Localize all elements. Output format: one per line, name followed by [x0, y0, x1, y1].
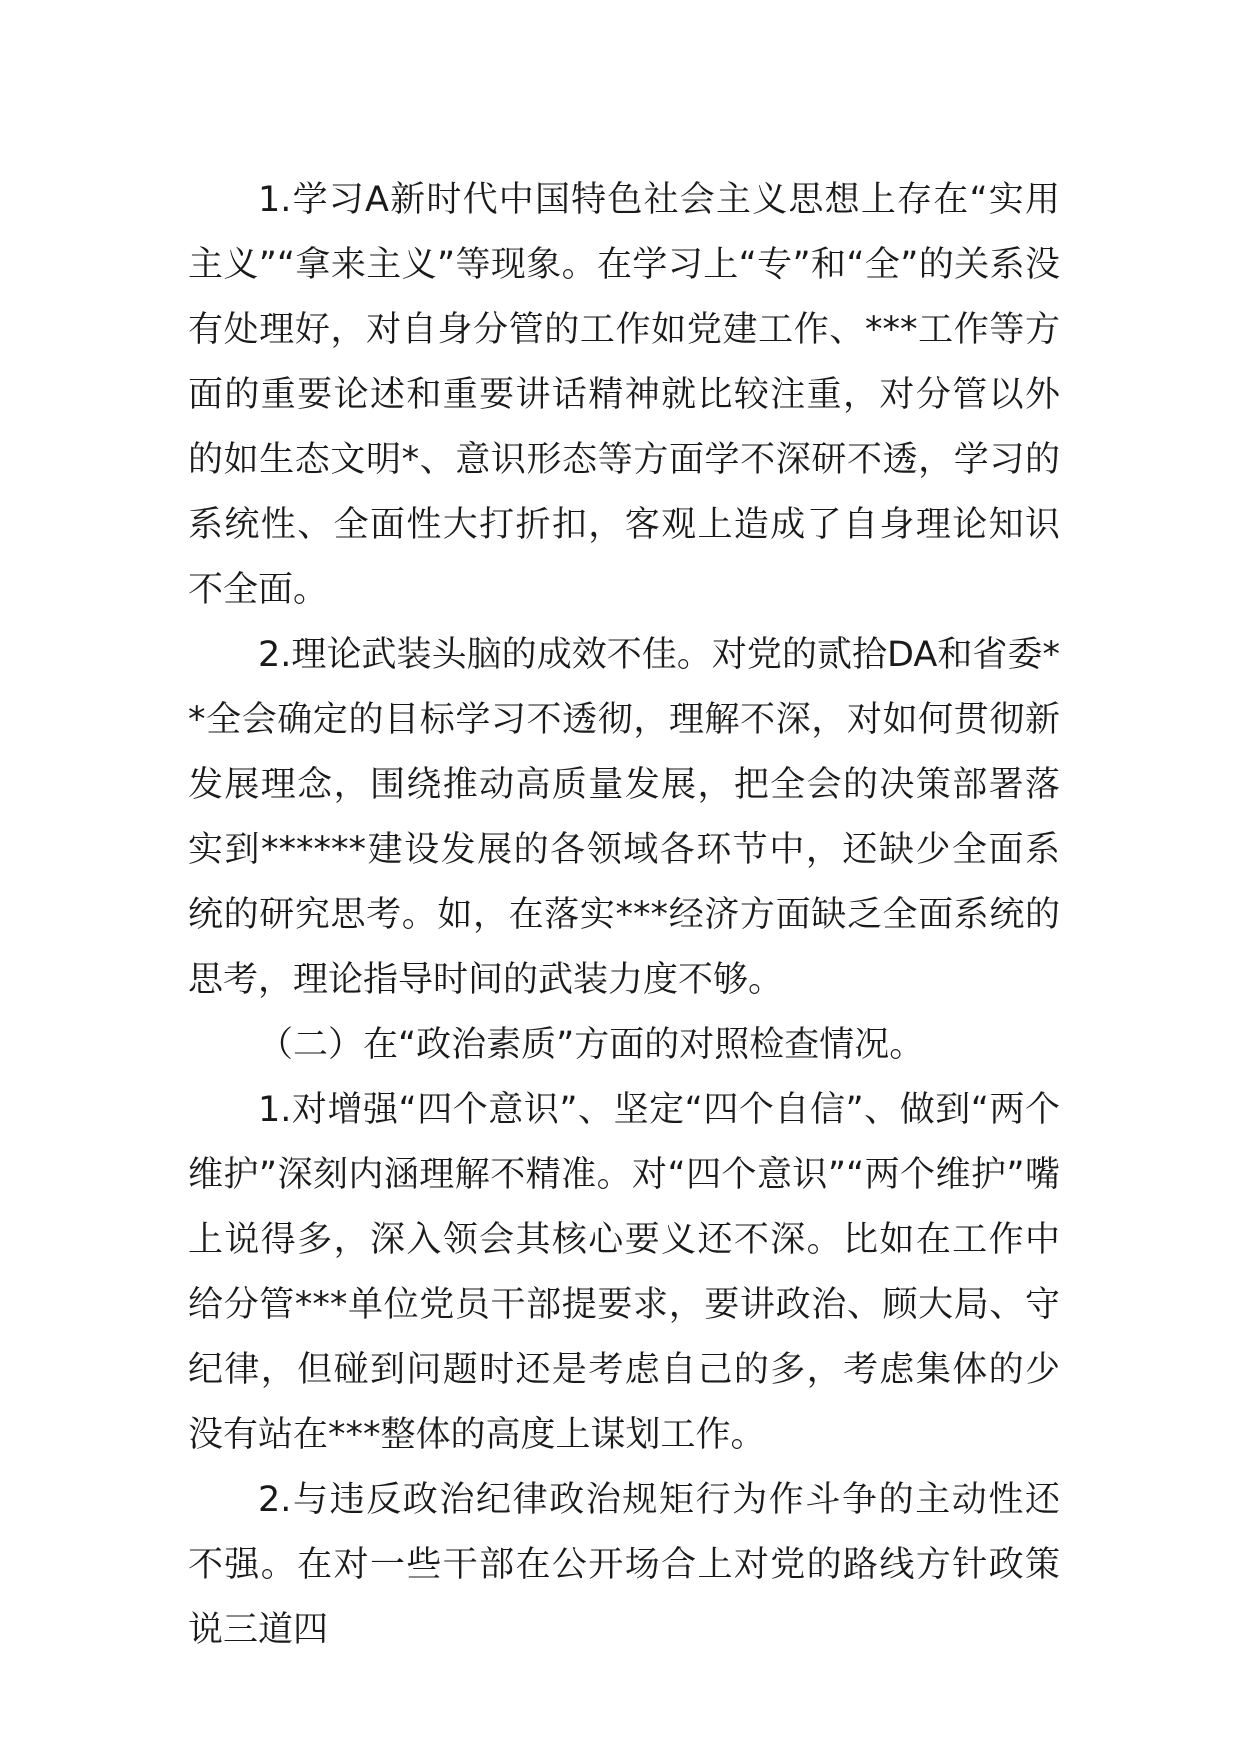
paragraph-2: 2.理论武装头脑的成效不佳。对党的贰拾DA和省委**全会确定的目标学习不透彻，理解不深，对如何贯彻新发展理念，围绕推动高质量发展，把全会的决策部署落实到******建设发展的各领域各环节中，还缺少全面系统的研究思考。如，在落实***经济方面缺乏全面系统的思考，理论指导时间的武装力度不够。 — [188, 635, 1060, 1000]
paragraph-4: 2.与违反政治纪律政治规矩行为作斗争的主动性还不强。在对一些干部在公开场合上对党的路线方针政策说三道四 — [188, 1480, 1060, 1650]
paragraph-3: 1.对增强“四个意识”、坚定“四个自信”、做到“两个维护”深刻内涵理解不精准。对“四个意识”“两个维护”嘴上说得多，深入领会其核心要义还不深。比如在工作中给分管***单位党员干部提要求，要讲政治、顾大局、守纪律，但碰到问题时还是考虑自己的多，考虑集体的少没有站在***整体的高度上谋划工作。 — [188, 1090, 1060, 1455]
paragraph-1: 1.学习A新时代中国特色社会主义思想上存在“实用主义”“拿来主义”等现象。在学习上“专”和“全”的关系没有处理好，对自身分管的工作如党建工作、***工作等方面的重要论述和重要讲话精神就比较注重，对分管以外的如生态文明*、意识形态等方面学不深研不透，学习的系统性、全面性大打折扣，客观上造成了自身理论知识不全面。 — [188, 180, 1060, 610]
section-heading: （二）在“政治素质”方面的对照检查情况。 — [258, 1025, 925, 1065]
document-body — [188, 168, 1060, 1663]
